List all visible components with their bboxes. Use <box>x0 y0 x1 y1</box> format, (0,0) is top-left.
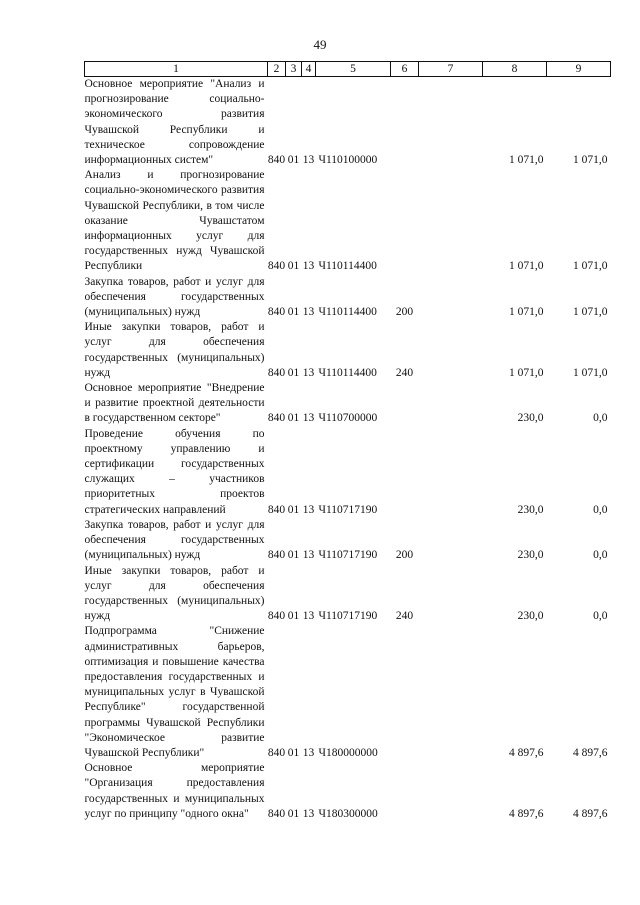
table-row <box>85 564 611 625</box>
cell-amount-year1: 1 071,0 <box>509 260 544 273</box>
cell-amount-year2: 1 071,0 <box>573 366 608 379</box>
cell-target-article: Ч110700000 <box>318 412 378 425</box>
cell-section: 01 <box>287 746 300 759</box>
cell-section: 01 <box>287 503 300 516</box>
cell-amount-year2: 4 897,6 <box>573 746 608 759</box>
row-name: Иные закупки товаров, работ и услуг для обеспечения государственных (муниципальных) нужд <box>84 564 265 623</box>
cell-amount-year1: 230,0 <box>517 549 544 562</box>
table-row <box>85 320 611 381</box>
cell-subsection: 13 <box>302 260 315 273</box>
header-cell: 8 <box>483 62 547 77</box>
cell-expense-type: 240 <box>395 610 414 623</box>
table-row <box>85 168 611 274</box>
page-number: 49 <box>313 37 327 52</box>
cell-ministry-code: 840 <box>267 260 286 273</box>
cell-section: 01 <box>287 366 300 379</box>
cell-amount-year2: 0,0 <box>593 503 608 516</box>
cell-col7 <box>419 275 483 321</box>
cell-ministry-code: 840 <box>267 807 286 820</box>
table-row <box>85 275 611 321</box>
cell-col7 <box>419 77 483 169</box>
cell-amount-year2: 4 897,6 <box>573 807 608 820</box>
cell-section: 01 <box>287 610 300 623</box>
cell-section: 01 <box>287 549 300 562</box>
cell-amount-year1: 1 071,0 <box>509 154 544 167</box>
table-row <box>85 77 611 169</box>
cell-col7 <box>419 624 483 761</box>
cell-expense-type: 200 <box>395 549 414 562</box>
table-row <box>85 624 611 761</box>
cell-amount-year1: 4 897,6 <box>509 807 544 820</box>
row-name: Основное мероприятие "Организация предоставления государственных и муниципальных услуг по принципу "одного окна" <box>84 762 265 820</box>
cell-amount-year1: 230,0 <box>517 610 544 623</box>
cell-ministry-code: 840 <box>267 549 286 562</box>
cell-col7 <box>419 564 483 625</box>
cell-amount-year1: 230,0 <box>517 412 544 425</box>
cell-subsection: 13 <box>302 306 315 319</box>
cell-subsection: 13 <box>302 154 315 167</box>
table-body <box>85 77 611 822</box>
header-cell: 2 <box>268 62 286 77</box>
cell-ministry-code: 840 <box>267 366 286 379</box>
header-cell: 9 <box>547 62 611 77</box>
table-row <box>85 518 611 564</box>
cell-expense-type <box>391 77 419 169</box>
header-cell: 1 <box>85 62 268 77</box>
header-cell: 6 <box>391 62 419 77</box>
cell-section: 01 <box>287 154 300 167</box>
row-name: Подпрограмма "Снижение административных барьеров, оптимизация и повышение качества предоставления государственных и муниципальных услуг в Чувашской Республике" государственной программы Чувашской Республики "Экономическое развитие Чувашской Республики" <box>84 625 265 759</box>
cell-col7 <box>419 168 483 274</box>
cell-target-article: Ч180300000 <box>318 807 378 820</box>
row-name: Основное мероприятие "Анализ и прогнозирование социально-экономического развития Чувашской Республики и техническое сопровождение информационных систем" <box>84 78 265 167</box>
cell-ministry-code: 840 <box>267 412 286 425</box>
cell-target-article: Ч110717190 <box>318 503 378 516</box>
cell-expense-type <box>391 168 419 274</box>
cell-ministry-code: 840 <box>267 306 286 319</box>
table-row <box>85 761 611 822</box>
cell-target-article: Ч110114400 <box>318 306 377 319</box>
cell-ministry-code: 840 <box>267 746 286 759</box>
cell-subsection: 13 <box>302 610 315 623</box>
table-row <box>85 381 611 427</box>
header-cell: 3 <box>286 62 302 77</box>
cell-col7 <box>419 320 483 381</box>
cell-ministry-code: 840 <box>267 610 286 623</box>
table-header <box>85 62 611 77</box>
cell-amount-year2: 1 071,0 <box>573 306 608 319</box>
cell-section: 01 <box>287 807 300 820</box>
cell-expense-type <box>391 624 419 761</box>
cell-section: 01 <box>287 260 300 273</box>
row-name: Проведение обучения по проектному управлению и сертификации государственных служащих – участников приоритетных проектов стратегических направлений <box>84 427 265 516</box>
cell-amount-year1: 230,0 <box>517 503 544 516</box>
cell-expense-type: 200 <box>395 306 414 319</box>
cell-amount-year2: 0,0 <box>593 412 608 425</box>
cell-subsection: 13 <box>302 503 315 516</box>
cell-amount-year1: 1 071,0 <box>509 366 544 379</box>
cell-target-article: Ч180000000 <box>318 746 378 759</box>
row-name: Анализ и прогнозирование социально-экономического развития Чувашской Республики, в том числе оказание Чувашстатом информационных услуг для государственных нужд Чувашской Республики <box>84 169 265 273</box>
cell-subsection: 13 <box>302 412 315 425</box>
row-name: Закупка товаров, работ и услуг для обеспечения государственных (муниципальных) нужд <box>84 518 265 562</box>
cell-col7 <box>419 427 483 518</box>
cell-section: 01 <box>287 306 300 319</box>
cell-subsection: 13 <box>302 807 315 820</box>
cell-target-article: Ч110717190 <box>318 549 378 562</box>
cell-section: 01 <box>287 412 300 425</box>
row-name: Иные закупки товаров, работ и услуг для обеспечения государственных (муниципальных) нужд <box>84 321 265 379</box>
cell-target-article: Ч110114400 <box>318 260 377 273</box>
cell-expense-type <box>391 761 419 822</box>
cell-subsection: 13 <box>302 746 315 759</box>
cell-expense-type <box>391 427 419 518</box>
row-name: Основное мероприятие "Внедрение и развитие проектной деятельности в государственном секторе" <box>84 382 265 425</box>
cell-target-article: Ч110100000 <box>318 154 378 167</box>
row-name: Закупка товаров, работ и услуг для обеспечения государственных (муниципальных) нужд <box>84 275 265 319</box>
cell-subsection: 13 <box>302 549 315 562</box>
budget-table <box>84 61 611 822</box>
header-cell: 4 <box>302 62 316 77</box>
cell-col7 <box>419 381 483 427</box>
cell-expense-type: 240 <box>395 366 414 379</box>
cell-subsection: 13 <box>302 366 315 379</box>
cell-amount-year2: 0,0 <box>593 549 608 562</box>
table-row <box>85 427 611 518</box>
cell-amount-year2: 1 071,0 <box>573 154 608 167</box>
cell-target-article: Ч110717190 <box>318 610 378 623</box>
cell-amount-year1: 1 071,0 <box>509 306 544 319</box>
cell-col7 <box>419 518 483 564</box>
cell-col7 <box>419 761 483 822</box>
cell-ministry-code: 840 <box>267 503 286 516</box>
header-cell: 5 <box>316 62 391 77</box>
header-row <box>85 62 611 77</box>
cell-amount-year2: 0,0 <box>593 610 608 623</box>
cell-expense-type <box>391 381 419 427</box>
cell-ministry-code: 840 <box>267 154 286 167</box>
cell-amount-year1: 4 897,6 <box>509 746 544 759</box>
cell-target-article: Ч110114400 <box>318 366 377 379</box>
header-cell: 7 <box>419 62 483 77</box>
cell-amount-year2: 1 071,0 <box>573 260 608 273</box>
